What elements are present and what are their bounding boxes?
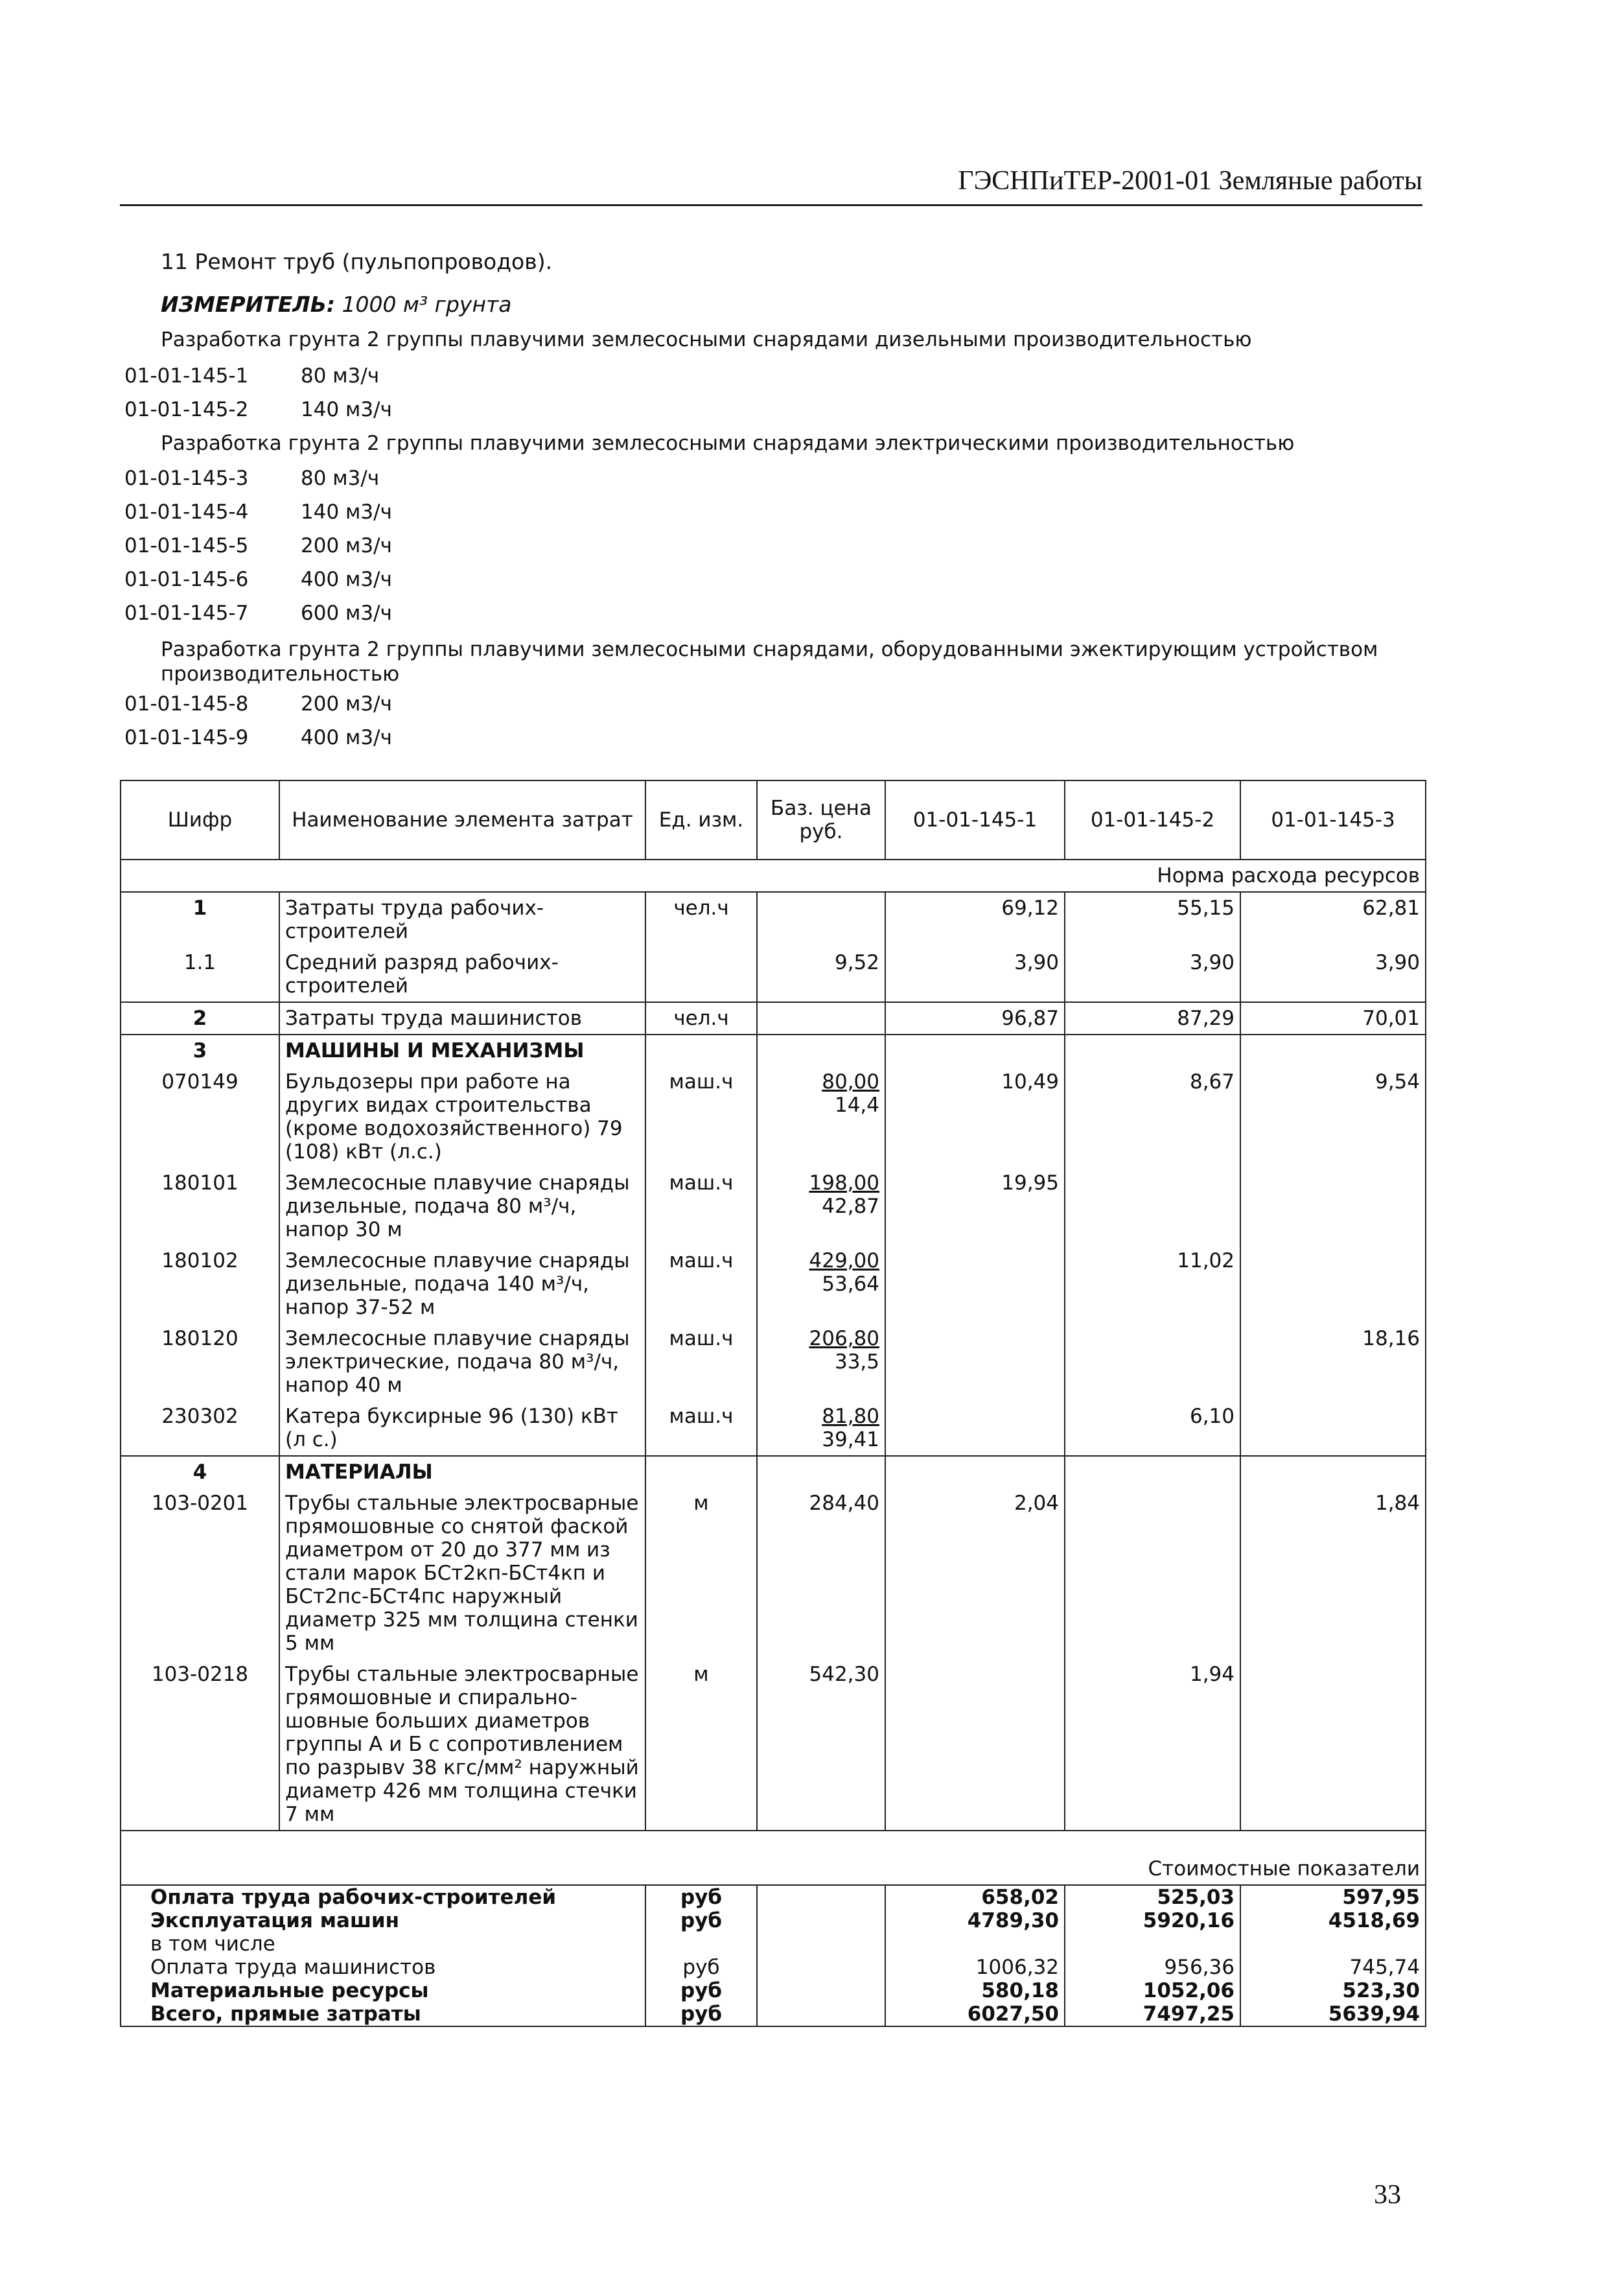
table-row: [121, 1456, 1426, 1488]
cost-element-name: Землесосные плавучие снаряды дизельные, подача 140 м³/ч, напор 37-52 м: [279, 1245, 645, 1323]
cost-unit: руб: [645, 1956, 757, 1979]
norm-145-1: 3,90: [885, 947, 1065, 1002]
unit-cell: чел.ч: [645, 1002, 757, 1035]
base-price-cell: 9,52: [757, 947, 885, 1002]
norm-145-1: [885, 1035, 1065, 1066]
code-value: 200 м3/ч: [301, 534, 392, 557]
cost-145-3: [1240, 1932, 1426, 1956]
group-description: Разработка грунта 2 группы плавучими землесосными снарядами дизельными производительностью: [161, 328, 1252, 351]
cipher-cell: 180101: [121, 1167, 279, 1245]
code: 01-01-145-7: [124, 602, 249, 625]
cost-element-name: Средний разряд рабочих-строителей: [279, 947, 645, 1002]
table-row: [121, 1002, 1426, 1035]
machine-price: 80,00: [822, 1070, 879, 1094]
table-row: [121, 1659, 1426, 1831]
cipher-cell: 230302: [121, 1401, 279, 1456]
cost-empty: [757, 1909, 885, 1932]
norm-145-2: 11,02: [1065, 1245, 1240, 1323]
cost-element-name: Землесосные плавучие снаряды дизельные, подача 80 м³/ч, напор 30 м: [279, 1167, 645, 1245]
cost-145-2: 956,36: [1065, 1956, 1240, 1979]
cipher-cell: 180102: [121, 1245, 279, 1323]
table-row: [121, 1035, 1426, 1066]
unit-cell: чел.ч: [645, 892, 757, 947]
cost-row: [121, 1885, 1426, 1909]
machine-price: 81,80: [822, 1405, 879, 1428]
code: 01-01-145-5: [124, 534, 249, 557]
column-header: Ед. изм.: [645, 780, 757, 860]
column-header: 01-01-145-1: [885, 780, 1065, 860]
code: 01-01-145-4: [124, 500, 249, 524]
norma-row: [121, 860, 1426, 892]
norm-145-3: 3,90: [1240, 947, 1426, 1002]
cost-element-name: МАТЕРИАЛЫ: [279, 1456, 645, 1488]
cost-145-1: 580,18: [885, 1979, 1065, 2002]
code-value: 400 м3/ч: [301, 726, 392, 749]
norm-145-1: [885, 1659, 1065, 1831]
base-price-cell: [757, 1456, 885, 1488]
resource-table: [120, 780, 1426, 2027]
norm-145-2: 8,67: [1065, 1066, 1240, 1167]
table-row: [121, 1066, 1426, 1167]
code: 01-01-145-2: [124, 398, 249, 421]
cost-name: Материальные ресурсы: [121, 1979, 645, 2002]
cost-145-3: 5639,94: [1240, 2002, 1426, 2026]
code-value: 140 м3/ч: [301, 398, 392, 421]
machine-price: 429,00: [809, 1249, 879, 1272]
cost-empty: [757, 1956, 885, 1979]
operator-wage: 39,41: [822, 1428, 879, 1451]
unit-cell: [645, 1035, 757, 1066]
norm-145-3: 1,84: [1240, 1488, 1426, 1659]
code: 01-01-145-8: [124, 692, 249, 716]
cost-name: Оплата труда машинистов: [121, 1956, 645, 1979]
norm-145-1: [885, 1401, 1065, 1456]
cost-unit: [645, 1932, 757, 1956]
operator-wage: 33,5: [834, 1350, 879, 1374]
cipher-cell: 4: [121, 1456, 279, 1488]
table-header-row: [121, 780, 1426, 860]
header-title: ГЭСНПиТЕР-2001-01 Земляные работы: [958, 166, 1422, 196]
cost-145-3: 745,74: [1240, 1956, 1426, 1979]
cost-row: [121, 1932, 1426, 1956]
cipher-cell: 180120: [121, 1323, 279, 1401]
group-description: Разработка грунта 2 группы плавучими землесосными снарядами, оборудованными эжектирующим устройством производительностью: [161, 638, 1378, 686]
cost-element-name: Трубы стальные электросварные прямошовные со снятой фаской диаметром от 20 до 377 мм из стали марок БСт2кп-БСт4кп и БСт2пс-БСт4пс наружный диаметр 325 мм толщина стенки 5 мм: [279, 1488, 645, 1659]
measure-label: ИЗМЕРИТЕЛЬ:: [161, 292, 336, 317]
column-header: 01-01-145-3: [1240, 780, 1426, 860]
group-description: Разработка грунта 2 группы плавучими землесосными снарядами электрическими производительностью: [161, 432, 1295, 455]
norm-145-3: 62,81: [1240, 892, 1426, 947]
cost-name: в том числе: [121, 1932, 645, 1956]
cost-row: [121, 1979, 1426, 2002]
table-row: [121, 892, 1426, 947]
cipher-cell: 103-0201: [121, 1488, 279, 1659]
norm-145-1: 69,12: [885, 892, 1065, 947]
code-line: [124, 500, 392, 524]
code-value: 80 м3/ч: [301, 364, 380, 388]
code: 01-01-145-3: [124, 467, 249, 490]
norm-145-2: [1065, 1488, 1240, 1659]
cost-empty: [757, 2002, 885, 2026]
norm-145-2: [1065, 1456, 1240, 1488]
column-header: Наименование элемента затрат: [279, 780, 645, 860]
cost-element-name: Катера буксирные 96 (130) кВт (л с.): [279, 1401, 645, 1456]
norm-145-1: [885, 1245, 1065, 1323]
unit-cell: маш.ч: [645, 1323, 757, 1401]
code-line: [124, 726, 392, 749]
operator-wage: 42,87: [822, 1195, 879, 1218]
unit-cell: м: [645, 1488, 757, 1659]
cost-145-1: 6027,50: [885, 2002, 1065, 2026]
cost-element-name: Землесосные плавучие снаряды электрические, подача 80 м³/ч, напор 40 м: [279, 1323, 645, 1401]
norma-label: Норма расхода ресурсов: [121, 860, 1426, 892]
cost-row: [121, 1956, 1426, 1979]
cost-unit: руб: [645, 2002, 757, 2026]
unit-cell: м: [645, 1659, 757, 1831]
table-row: [121, 1488, 1426, 1659]
cost-name: Всего, прямые затраты: [121, 2002, 645, 2026]
norm-145-2: [1065, 1323, 1240, 1401]
norm-145-3: 18,16: [1240, 1323, 1426, 1401]
norm-145-3: [1240, 1167, 1426, 1245]
code-line: [124, 602, 392, 625]
cost-row: [121, 2002, 1426, 2026]
norm-145-3: 70,01: [1240, 1002, 1426, 1035]
code-line: [124, 467, 379, 490]
table-row: [121, 1245, 1426, 1323]
cost-unit: руб: [645, 1979, 757, 2002]
code: 01-01-145-1: [124, 364, 249, 388]
base-price-cell: 542,30: [757, 1659, 885, 1831]
cipher-cell: 070149: [121, 1066, 279, 1167]
code-value: 600 м3/ч: [301, 602, 392, 625]
base-price-cell: [757, 1066, 885, 1167]
unit-cell: маш.ч: [645, 1401, 757, 1456]
code-value: 80 м3/ч: [301, 467, 380, 490]
table-row: [121, 1167, 1426, 1245]
code: 01-01-145-6: [124, 568, 249, 591]
cost-145-2: 1052,06: [1065, 1979, 1240, 2002]
norm-145-2: 6,10: [1065, 1401, 1240, 1456]
norm-145-1: [885, 1456, 1065, 1488]
cost-section-row: [121, 1831, 1426, 1885]
cost-element-name: Трубы стальные электросварные грямошовные и спирально-шовные больших диаметров группы А и Б с сопротивлением по разрывv 38 кгс/мм² наружный диаметр 426 мм толщина стечки 7 мм: [279, 1659, 645, 1831]
cost-145-2: 525,03: [1065, 1885, 1240, 1909]
cost-145-1: [885, 1932, 1065, 1956]
operator-wage: 14,4: [834, 1094, 879, 1117]
norm-145-3: 9,54: [1240, 1066, 1426, 1167]
code: 01-01-145-9: [124, 726, 249, 749]
code-line: [124, 692, 392, 716]
norm-145-3: [1240, 1456, 1426, 1488]
unit-cell: маш.ч: [645, 1066, 757, 1167]
unit-cell: маш.ч: [645, 1245, 757, 1323]
norm-145-2: 1,94: [1065, 1659, 1240, 1831]
base-price-cell: [757, 1401, 885, 1456]
cost-145-2: 5920,16: [1065, 1909, 1240, 1932]
norm-145-2: 87,29: [1065, 1002, 1240, 1035]
unit-cell: маш.ч: [645, 1167, 757, 1245]
unit-cell: [645, 947, 757, 1002]
code-value: 140 м3/ч: [301, 500, 392, 524]
base-price-cell: [757, 1167, 885, 1245]
cipher-cell: 1: [121, 892, 279, 947]
cipher-cell: 1.1: [121, 947, 279, 1002]
norm-145-2: 3,90: [1065, 947, 1240, 1002]
cost-unit: руб: [645, 1909, 757, 1932]
norm-145-1: 2,04: [885, 1488, 1065, 1659]
page-header: [120, 165, 1422, 206]
code-value: 400 м3/ч: [301, 568, 392, 591]
cipher-cell: 103-0218: [121, 1659, 279, 1831]
cost-empty: [757, 1979, 885, 2002]
norm-145-1: 96,87: [885, 1002, 1065, 1035]
base-price-cell: [757, 1035, 885, 1066]
column-header: 01-01-145-2: [1065, 780, 1240, 860]
cost-section-label: Стоимостные показатели: [121, 1831, 1426, 1885]
cost-145-1: 4789,30: [885, 1909, 1065, 1932]
cost-element-name: Бульдозеры при работе на других видах строительства (кроме водохозяйственного) 79 (108) кВт (л.с.): [279, 1066, 645, 1167]
machine-price: 198,00: [809, 1171, 879, 1195]
code-line: [124, 398, 392, 421]
cost-145-2: [1065, 1932, 1240, 1956]
norm-145-3: [1240, 1245, 1426, 1323]
cost-145-3: 523,30: [1240, 1979, 1426, 2002]
cost-145-2: 7497,25: [1065, 2002, 1240, 2026]
code-line: [124, 364, 379, 388]
base-price-cell: [757, 892, 885, 947]
norm-145-1: [885, 1323, 1065, 1401]
cost-row: [121, 1909, 1426, 1932]
code-value: 200 м3/ч: [301, 692, 392, 716]
cost-unit: руб: [645, 1885, 757, 1909]
operator-wage: 53,64: [822, 1272, 879, 1296]
cost-element-name: Затраты труда рабочих-строителей: [279, 892, 645, 947]
cost-145-1: 1006,32: [885, 1956, 1065, 1979]
cost-name: Оплата труда рабочих-строителей: [121, 1885, 645, 1909]
cost-name: Эксплуатация машин: [121, 1909, 645, 1932]
base-price-cell: [757, 1323, 885, 1401]
page-number: 33: [1374, 2180, 1401, 2210]
norm-145-2: 55,15: [1065, 892, 1240, 947]
cost-145-3: 597,95: [1240, 1885, 1426, 1909]
table-row: [121, 1323, 1426, 1401]
base-price-cell: [757, 1002, 885, 1035]
cost-145-1: 658,02: [885, 1885, 1065, 1909]
machine-price: 206,80: [809, 1327, 879, 1350]
cost-element-name: Затраты труда машинистов: [279, 1002, 645, 1035]
column-header: Шифр: [121, 780, 279, 860]
norm-145-3: [1240, 1659, 1426, 1831]
measure-value: 1000 м³ грунта: [342, 292, 512, 317]
norm-145-2: [1065, 1035, 1240, 1066]
norm-145-3: [1240, 1035, 1426, 1066]
table-row: [121, 1401, 1426, 1456]
cipher-cell: 3: [121, 1035, 279, 1066]
cost-empty: [757, 1932, 885, 1956]
code-line: [124, 568, 392, 591]
measure-line: [161, 292, 511, 317]
base-price-cell: [757, 1245, 885, 1323]
cost-empty: [757, 1885, 885, 1909]
cost-element-name: МАШИНЫ И МЕХАНИЗМЫ: [279, 1035, 645, 1066]
code-line: [124, 534, 392, 557]
cost-145-3: 4518,69: [1240, 1909, 1426, 1932]
table-row: [121, 947, 1426, 1002]
norm-145-3: [1240, 1401, 1426, 1456]
norm-145-1: 10,49: [885, 1066, 1065, 1167]
section-title: 11 Ремонт труб (пульпопроводов).: [161, 249, 553, 274]
base-price-cell: 284,40: [757, 1488, 885, 1659]
column-header: Баз. цена руб.: [757, 780, 885, 860]
unit-cell: [645, 1456, 757, 1488]
norm-145-1: 19,95: [885, 1167, 1065, 1245]
cipher-cell: 2: [121, 1002, 279, 1035]
norm-145-2: [1065, 1167, 1240, 1245]
